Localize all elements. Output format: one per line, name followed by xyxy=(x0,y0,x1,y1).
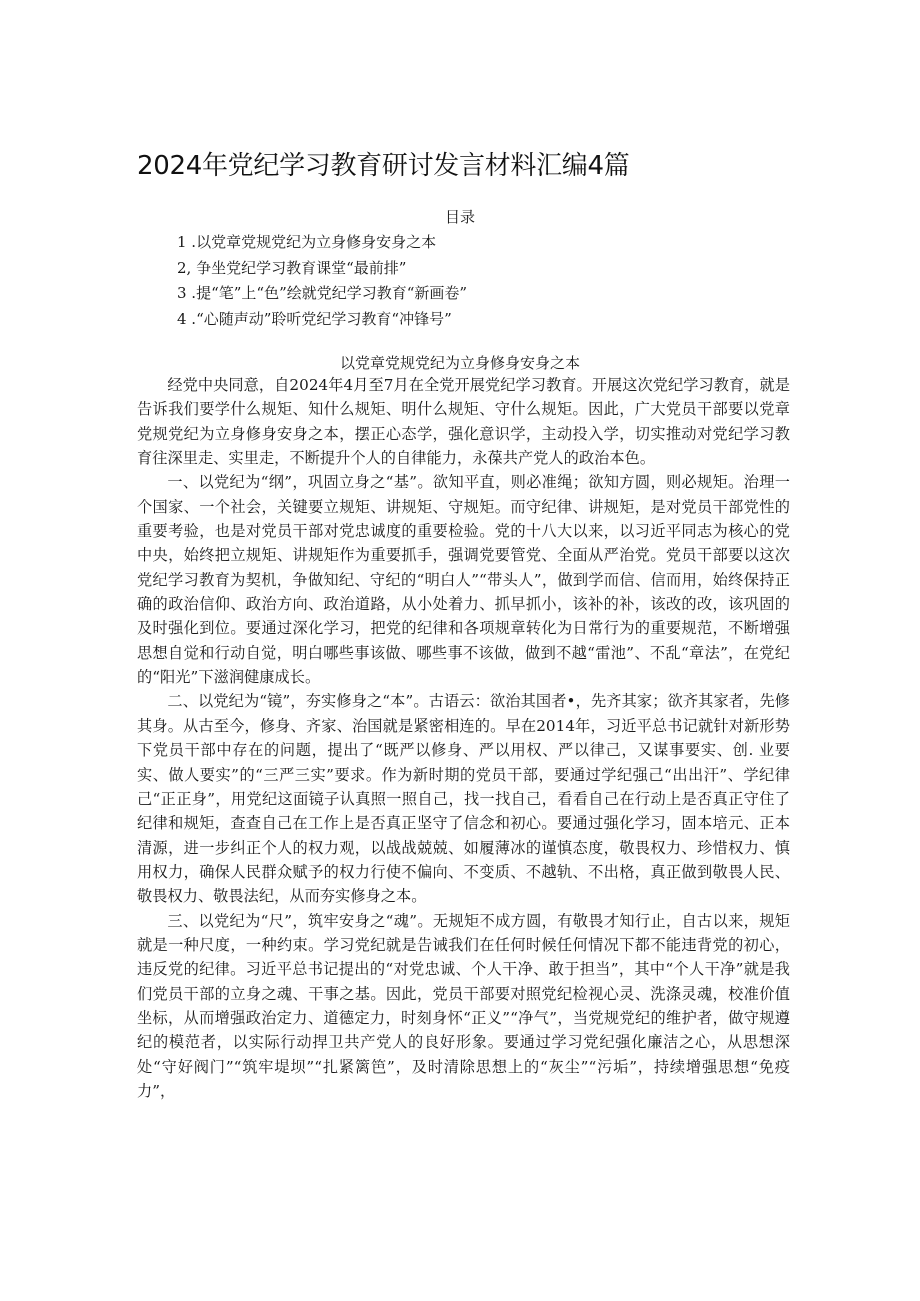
section-body xyxy=(137,373,790,1103)
paragraph-point-3: 三、以党纪为“尺”，筑牢安身之“魂”。无规矩不成方圆，有敬畏才知行止，自古以来，规矩就是一种尺度，一种约束。学习党纪就是告诫我们在任何时候任何情况下都不能违背党的初心，违反党的纪律。习近平总书记提出的“对党忠诚、个人干净、敢于担当”，其中“个人干净”就是我们党员干部的立身之魂、干事之基。因此，党员干部要对照党纪检视心灵、洗涤灵魂，校准价值坐标，从而增强政治定力、道德定力，时刻身怀“正义”“净气”，当党规党纪的维护者，做守规遵纪的模范者，以实际行动捍卫共产党人的良好形象。要通过学习党纪强化廉洁之心，从思想深处“守好阀门”“筑牢堤坝”“扎紧篱笆”，及时清除思想上的“灰尘”“污垢”，持续增强思想“免疫力”， xyxy=(137,911,790,1100)
toc-item-1: 1 .以党章党规党纪为立身修身安身之本 xyxy=(177,233,437,251)
toc-item-2: 2, 争坐党纪学习教育课堂“最前排” xyxy=(177,258,407,277)
section-title: 以党章党规党纪为立身修身安身之本 xyxy=(339,354,580,372)
toc-heading: 目录 xyxy=(444,208,475,226)
document-title: 2024年党纪学习教育研讨发言材料汇编4篇 xyxy=(137,151,630,181)
table-of-contents xyxy=(177,230,737,332)
paragraph-point-1: 一、以党纪为“纲”，巩固立身之“基”。欲知平直，则必准绳；欲知方圆，则必规矩。治理一个国家、一个社会，关键要立规矩、讲规矩、守规矩。而守纪律、讲规矩，是对党员干部党性的重要考验，也是对党员干部对党忠诚度的重要检验。党的十八大以来，以习近平同志为核心的党中央，始终把立规矩、讲规矩作为重要抓手，强调党要管党、全面从严治党。党员干部要以这次党纪学习教育为契机，争做知纪、守纪的“明白人”“带头人”，做到学而信、信而用，始终保持正确的政治信仰、政治方向、政治道路，从小处着力、抓早抓小，该补的补，该改的改，该巩固的及时强化到位。要通过深化学习，把党的纪律和各项规章转化为日常行为的重要规范，不断增强思想自觉和行动自觉，明白哪些事该做、哪些事不该做，做到不越“雷池”、不乱“章法”，在党纪的“阳光”下滋润健康成长。 xyxy=(137,473,790,687)
paragraph-point-2: 二、以党纪为“镜”，夯实修身之“本”。古语云：欲治其国者•，先齐其家；欲齐其家者，先修其身。从古至今，修身、齐家、治国就是紧密相连的。早在2014年，习近平总书记就针对新形势下党员干部中存在的问题，提出了“既严以修身、严以用权、严以律己，又谋事要实、创. 业要实、做人要实”的“三严三实”要求。作为新时期的党员干部，要通过学纪强己“出出汗”、学纪律己“正正身”，用党纪这面镜子认真照一照自己，找一找自己，看看自己在行动上是否真正守住了纪律和规矩，查查自己在工作上是否真正坚守了信念和初心。要通过强化学习，固本培元、正本清源，进一步纠正个人的权力观，以战战兢兢、如履薄冰的谨慎态度，敬畏权力、珍惜权力、慎用权力，确保人民群众赋予的权力行使不偏向、不变质、不越轨、不出格，真正做到敬畏人民、敬畏权力、敬畏法纪，从而夯实修身之本。 xyxy=(137,692,790,906)
toc-item-3: 3 .提“笔”上“色”绘就党纪学习教育“新画卷” xyxy=(177,284,468,302)
paragraph-intro: 经党中央同意，自2024年4月至7月在全党开展党纪学习教育。开展这次党纪学习教育，就是告诉我们要学什么规矩、知什么规矩、明什么规矩、守什么规矩。因此，广大党员干部要以党章党规党纪为立身修身安身之本，摆正心态学，强化意识学，主动投入学，切实推动对党纪学习教育往深里走、实里走，不断提升个人的自律能力，永葆共产党人的政治本色。 xyxy=(137,376,790,468)
toc-item-4: 4 .“心随声动”聆听党纪学习教育“冲锋号” xyxy=(177,309,452,328)
